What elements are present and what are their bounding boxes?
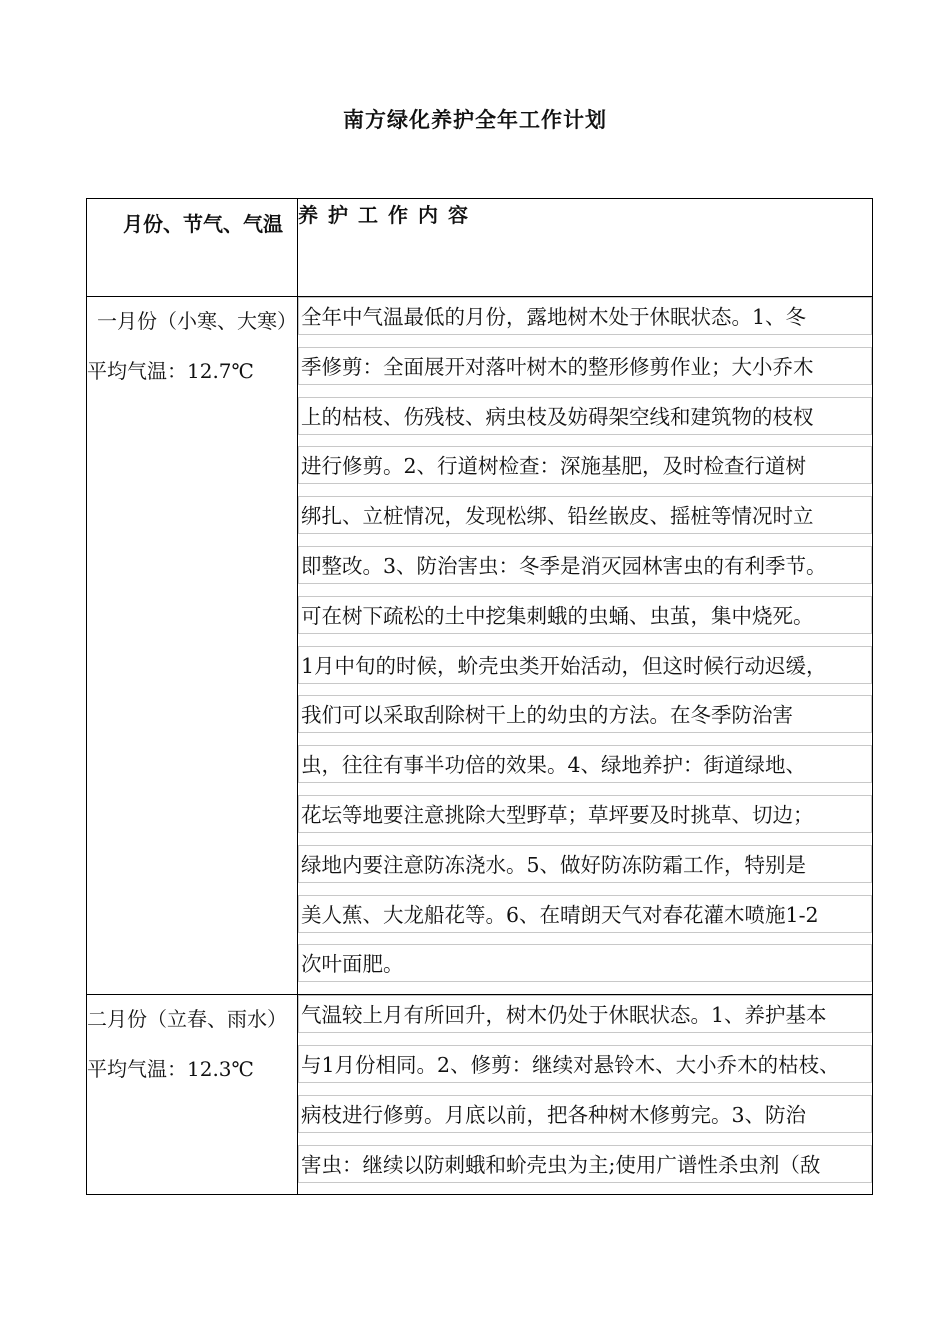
content-cell — [298, 995, 873, 1195]
content-line: 进行修剪。2、行道树检查：深施基肥，及时检查行道树 — [298, 446, 872, 484]
content-line: 美人蕉、大龙船花等。6、在晴朗天气对春花灌木喷施1-2 — [298, 895, 872, 933]
table-row — [87, 297, 873, 995]
content-line: 我们可以采取刮除树干上的幼虫的方法。在冬季防治害 — [298, 695, 872, 733]
content-line: 可在树下疏松的土中挖集刺蛾的虫蛹、虫茧，集中烧死。 — [298, 596, 872, 634]
content-line: 全年中气温最低的月份，露地树木处于休眠状态。1、冬 — [298, 297, 872, 335]
content-line: 上的枯枝、伤残枝、病虫枝及妨碍架空线和建筑物的枝杈 — [298, 397, 872, 435]
content-line: 1月中旬的时候，蚧壳虫类开始活动，但这时候行动迟缓， — [298, 646, 872, 684]
content-line: 季修剪：全面展开对落叶树木的整形修剪作业；大小乔木 — [298, 347, 872, 385]
content-cell — [298, 297, 873, 995]
header-month-term-temp: 月份、节气、气温 — [87, 199, 298, 297]
content-line: 即整改。3、防治害虫：冬季是消灭园林害虫的有利季节。 — [298, 546, 872, 584]
page-title: 南方绿化养护全年工作计划 — [343, 107, 607, 132]
table-row — [87, 995, 873, 1195]
table-header-row — [87, 199, 873, 297]
content-line: 虫，往往有事半功倍的效果。4、绿地养护：街道绿地、 — [298, 745, 872, 783]
content-line: 病枝进行修剪。月底以前，把各种树木修剪完。3、防治 — [298, 1095, 872, 1133]
content-line: 绑扎、立桩情况，发现松绑、铅丝嵌皮、摇桩等情况时立 — [298, 496, 872, 534]
content-line: 害虫：继续以防刺蛾和蚧壳虫为主;使用广谱性杀虫剂（敌 — [298, 1145, 872, 1183]
average-temperature: 平均气温：12.7℃ — [87, 358, 254, 383]
month-label: 二月份（立春、雨水） — [87, 1007, 287, 1032]
content-line: 气温较上月有所回升，树木仍处于休眠状态。1、养护基本 — [298, 995, 872, 1033]
content-line: 花坛等地要注意挑除大型野草；草坪要及时挑草、切边； — [298, 795, 872, 833]
content-line: 与1月份相同。2、修剪：继续对悬铃木、大小乔木的枯枝、 — [298, 1045, 872, 1083]
month-cell — [87, 995, 298, 1195]
work-plan-table — [86, 198, 873, 1195]
header-content: 养护工作内容 — [298, 199, 873, 297]
average-temperature: 平均气温：12.3℃ — [87, 1056, 254, 1081]
month-label: 一月份（小寒、大寒） — [97, 309, 297, 333]
content-line: 绿地内要注意防冻浇水。5、做好防冻防霜工作，特别是 — [298, 845, 872, 883]
month-cell — [87, 297, 298, 995]
content-line: 次叶面肥。 — [298, 944, 872, 982]
